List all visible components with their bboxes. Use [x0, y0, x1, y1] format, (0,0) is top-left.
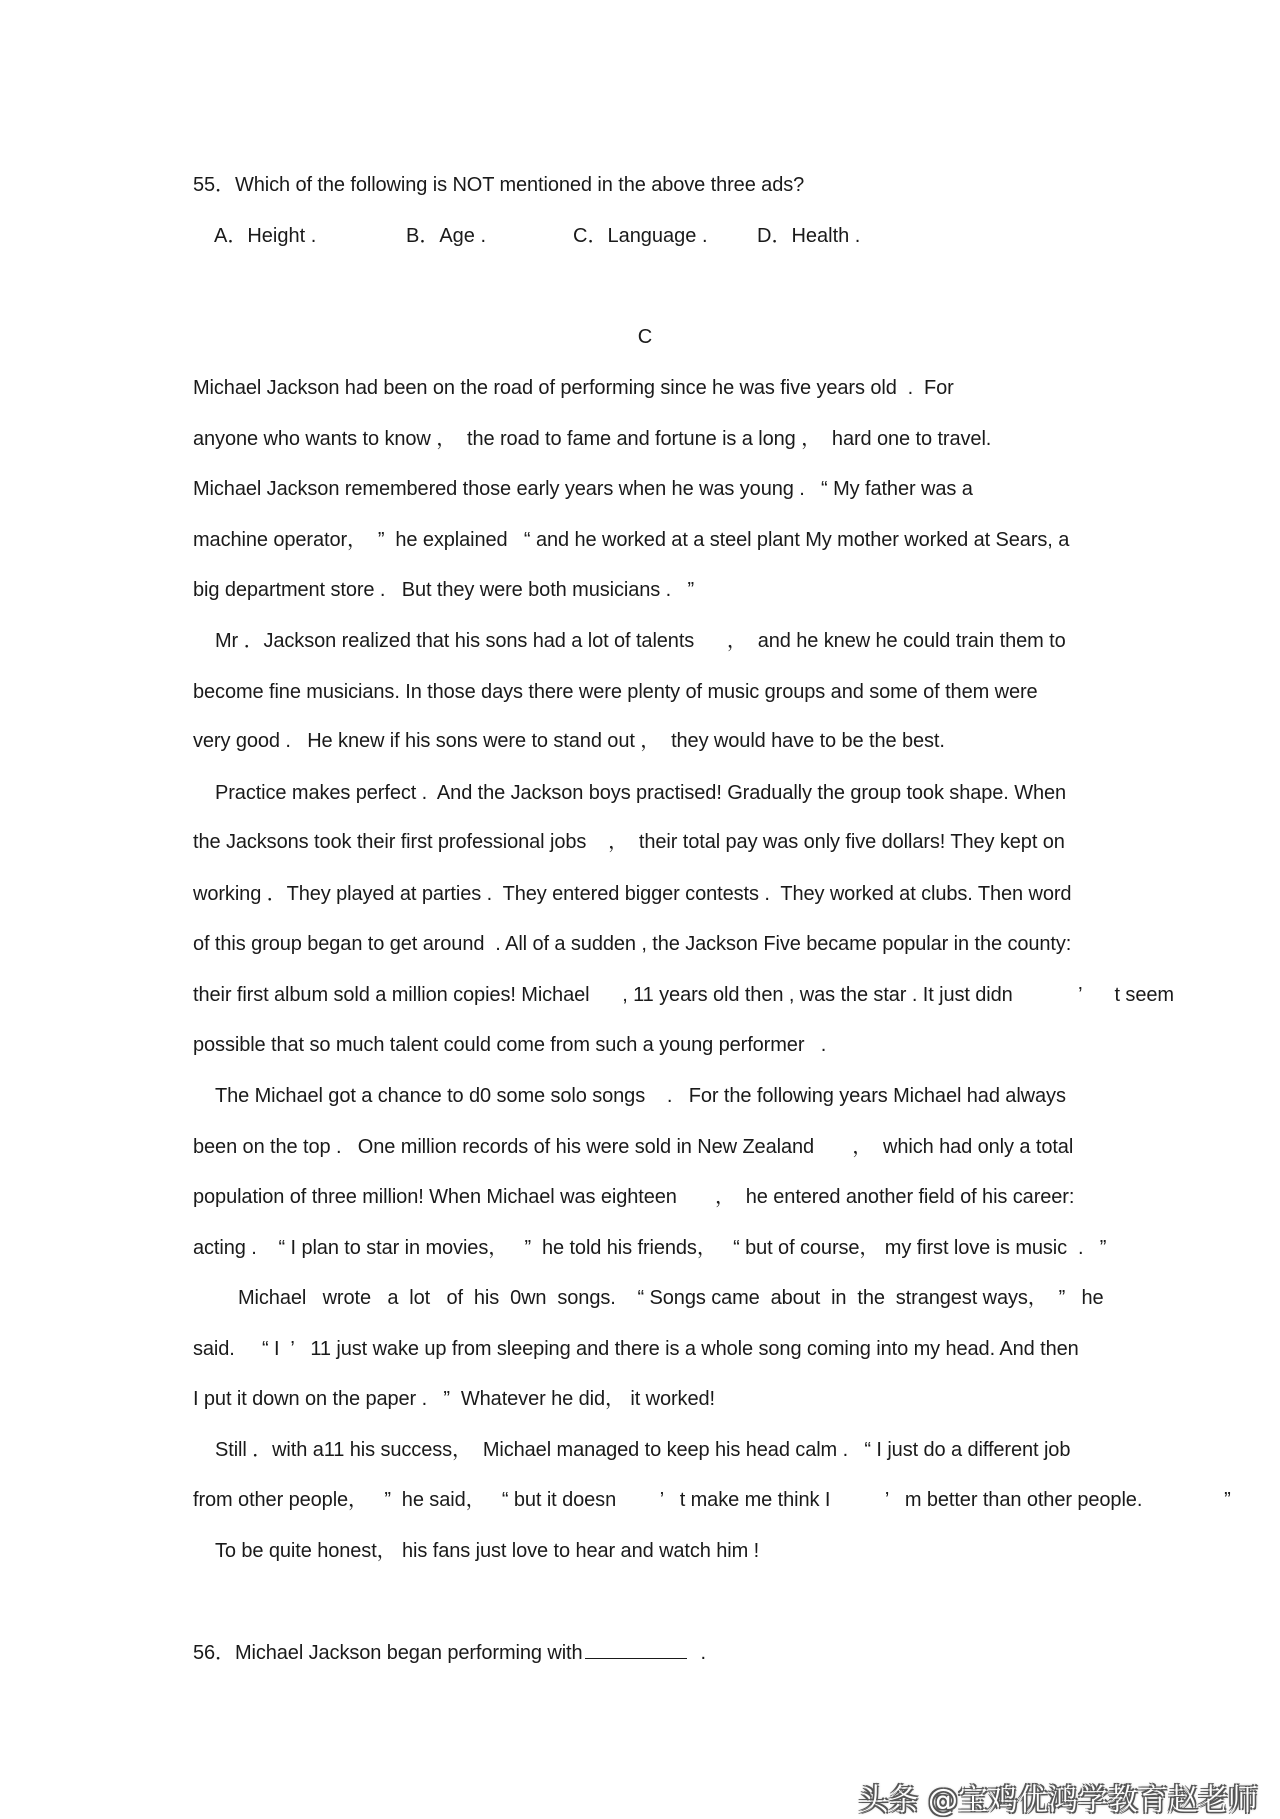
q55-option-b: B．Age .	[406, 225, 487, 247]
passage-line: Still ．with a11 his success， Michael managed to keep his head calm . “ I just do a different job	[215, 1439, 1071, 1461]
passage-line: Practice makes perfect . And the Jackson boys practised! Gradually the group took shape. When	[215, 782, 1067, 804]
watermark: 头条 @宝鸡优鸿学教育赵老师	[858, 1783, 1258, 1818]
passage-line: working ．They played at parties . They entered bigger contests . They worked at clubs. Then word	[193, 883, 1072, 905]
passage-line: acting . “ I plan to star in movies， ” he told his friends， “ but of course， my first love is music . ”	[193, 1237, 1107, 1259]
passage-line: I put it down on the paper . ” Whatever he did， it worked!	[193, 1388, 715, 1410]
passage-line: The Michael got a chance to d0 some solo songs . For the following years Michael had always	[215, 1085, 1066, 1107]
passage-line: the Jacksons took their first professional jobs ， their total pay was only five dollars! They kept on	[193, 831, 1065, 853]
passage-line: from other people， ” he said， “ but it doesn ’ t make me think I ’ m better than other people. ”	[193, 1489, 1231, 1511]
passage-line: been on the top . One million records of his were sold in New Zealand ， which had only a total	[193, 1136, 1074, 1158]
q55-option-d: D．Health .	[757, 225, 861, 247]
answer-blank[interactable]	[585, 1640, 687, 1659]
q55-option-c: C．Language .	[573, 225, 708, 247]
passage-line: Mr ．Jackson realized that his sons had a lot of talents ， and he knew he could train them to	[215, 630, 1066, 652]
q56-end: .	[700, 1642, 707, 1664]
q55-option-a: A．Height .	[214, 225, 317, 247]
passage-line: Michael Jackson remembered those early years when he was young . “ My father was a	[193, 478, 973, 500]
passage-line: of this group began to get around . All of a sudden , the Jackson Five became popular in the county:	[193, 933, 1072, 955]
passage-line: To be quite honest， his fans just love to hear and watch him !	[215, 1540, 760, 1562]
passage-line: Michael Jackson had been on the road of performing since he was five years old . For	[193, 377, 954, 399]
passage-line: said. “ I ’ 11 just wake up from sleeping and there is a whole song coming into my head. And then	[193, 1338, 1079, 1360]
passage-line: Michael wrote a lot of his 0wn songs. “ Songs came about in the strangest ways， ” he	[238, 1287, 1104, 1309]
passage-line: their first album sold a million copies! Michael , 11 years old then , was the star . It just didn ’ t seem	[193, 984, 1174, 1006]
passage-line: anyone who wants to know ， the road to fame and fortune is a long ， hard one to travel.	[193, 428, 992, 450]
passage-line: become fine musicians. In those days there were plenty of music groups and some of them were	[193, 681, 1038, 703]
q56-stem: 56．Michael Jackson began performing with	[193, 1642, 583, 1664]
passage-line: big department store . But they were both musicians . ”	[193, 579, 695, 601]
passage-line: possible that so much talent could come from such a young performer .	[193, 1034, 827, 1056]
passage-line: population of three million! When Michael was eighteen ， he entered another field of his career:	[193, 1186, 1075, 1208]
section-heading: C	[637, 326, 653, 348]
passage-line: machine operator， ” he explained “ and he worked at a steel plant My mother worked at Sears, a	[193, 529, 1070, 551]
question-56	[193, 1640, 706, 1665]
passage-line: very good . He knew if his sons were to stand out ， they would have to be the best.	[193, 730, 945, 752]
q55-stem: 55．Which of the following is NOT mentioned in the above three ads?	[193, 174, 805, 196]
